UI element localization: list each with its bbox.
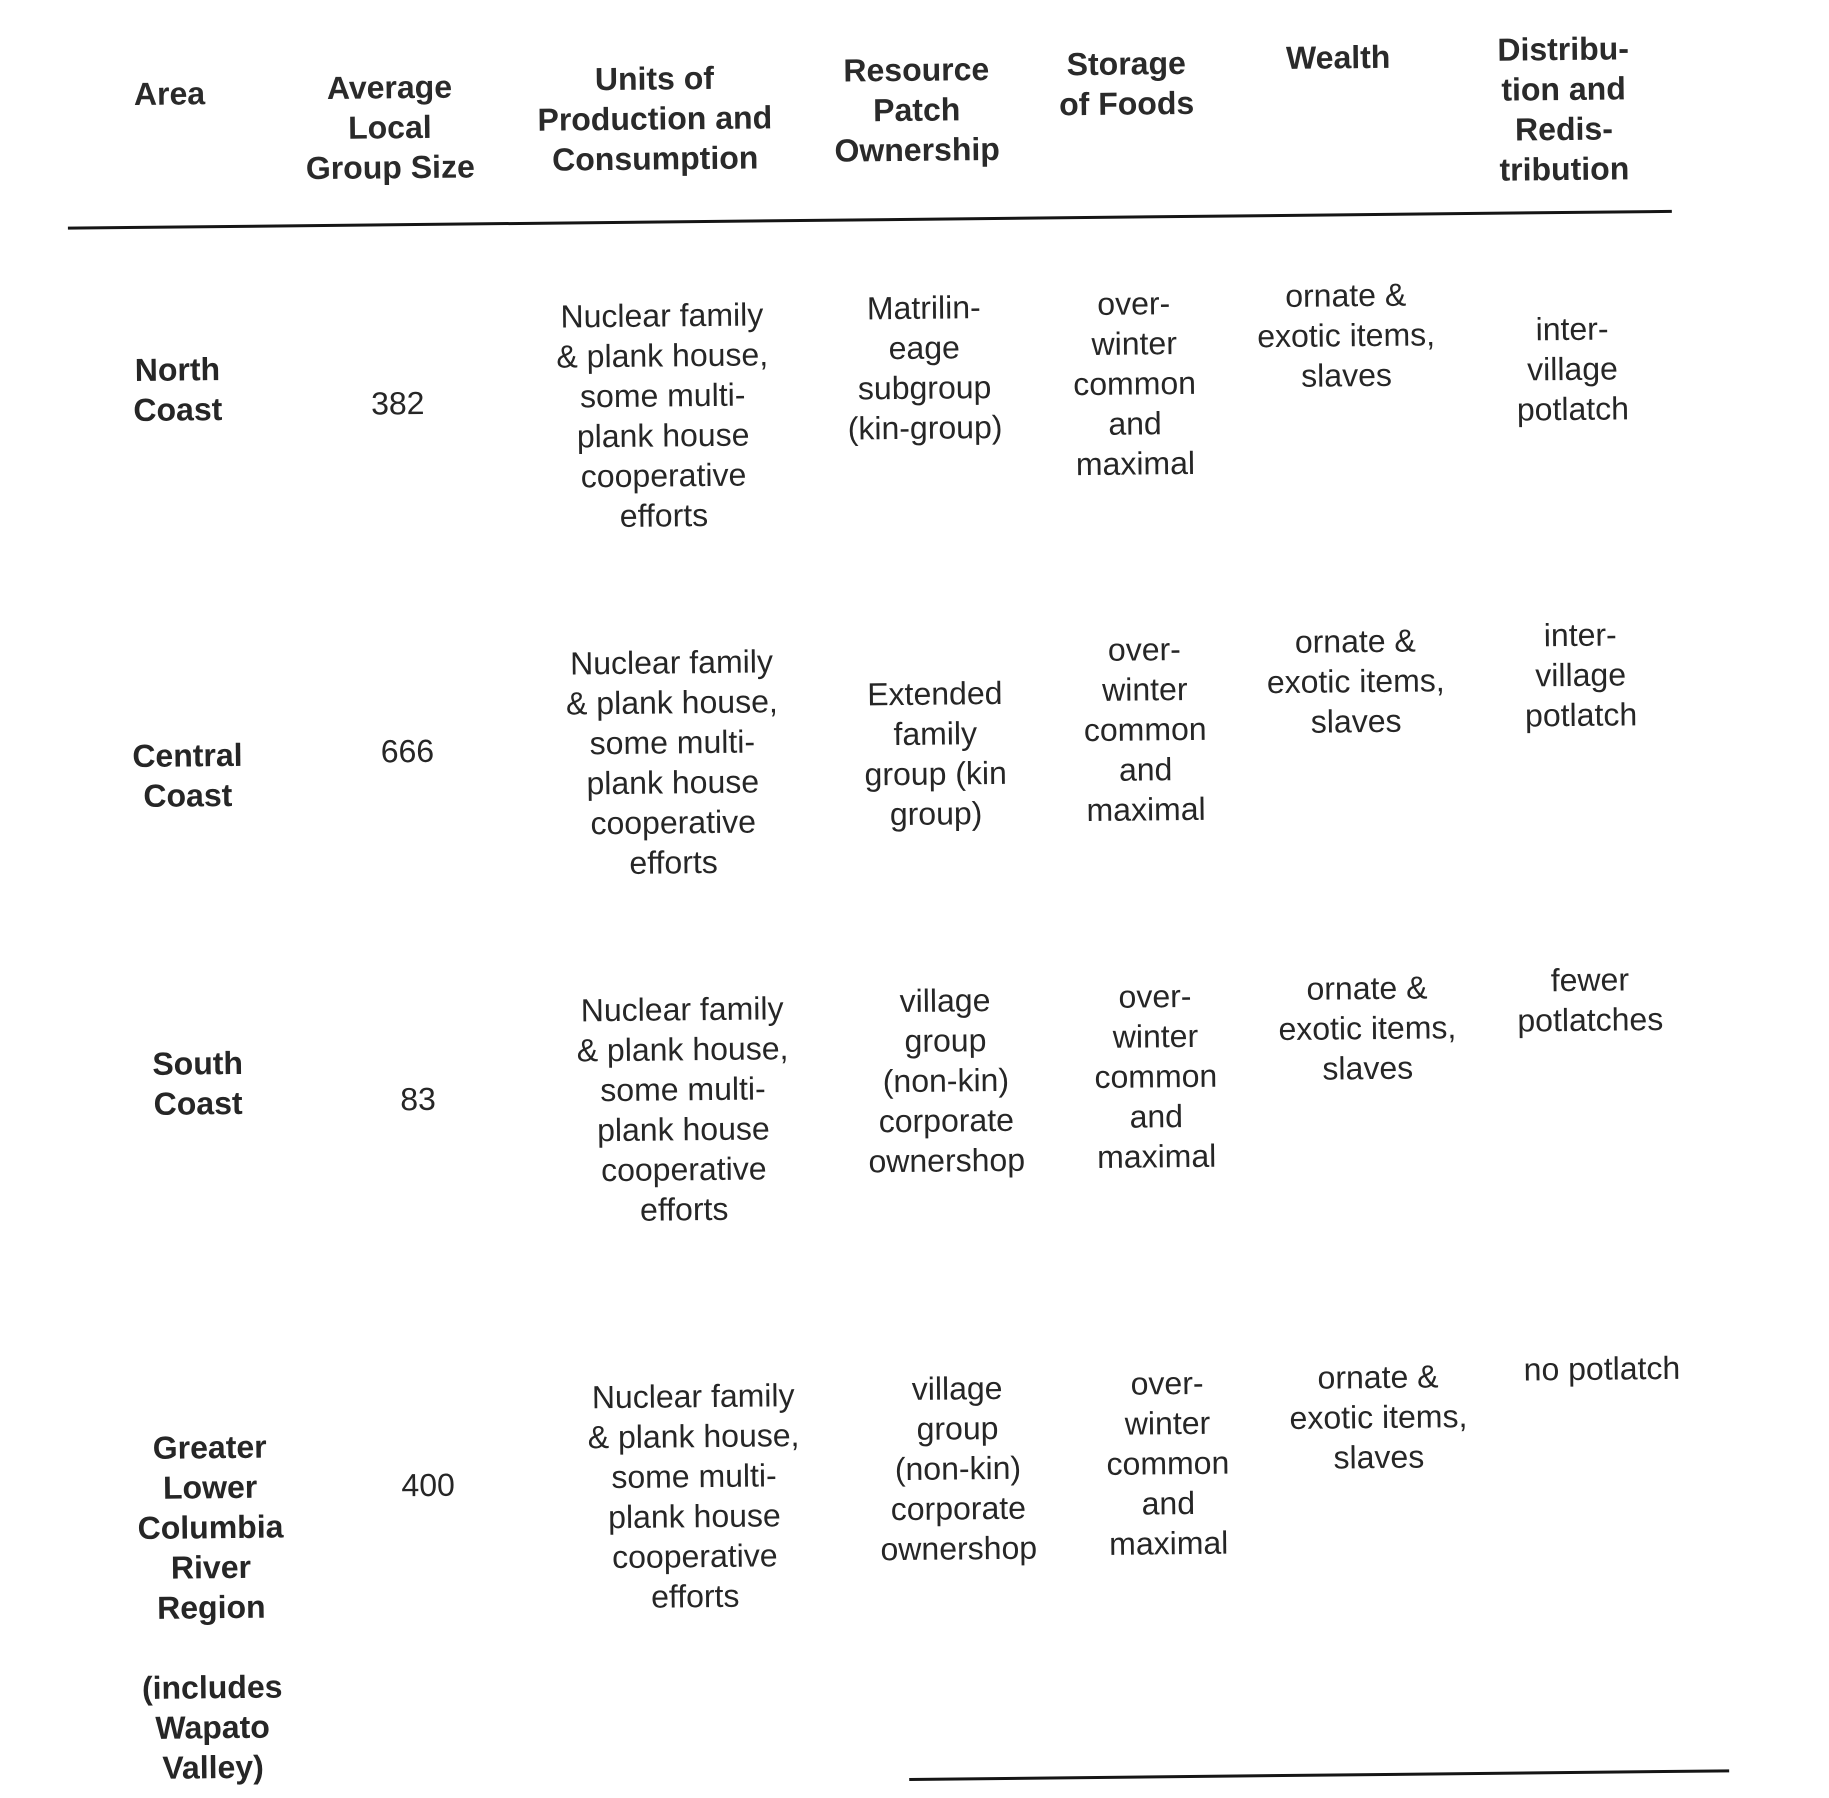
row-south-coast-group-size: 83	[400, 1080, 437, 1118]
row-north-coast-area: North Coast	[133, 351, 223, 429]
row-lower-columbia-area: Greater Lower Columbia River Region (includes Wapato Valley)	[137, 1428, 284, 1786]
row-central-coast-group-size: 666	[380, 732, 435, 770]
row-south-coast-storage: over- winter common and maximal	[1094, 977, 1218, 1175]
header-ownership: Resource Patch Ownership	[834, 51, 1001, 169]
header-group-size: Average Local Group Size	[305, 68, 475, 187]
row-lower-columbia-distribution: no potlatch	[1523, 1349, 1681, 1388]
row-central-coast-storage: over- winter common and maximal	[1083, 631, 1207, 829]
row-south-coast-wealth: ornate & exotic items, slaves	[1278, 969, 1457, 1087]
row-north-coast-storage: over- winter common and maximal	[1073, 285, 1197, 483]
row-north-coast-ownership: Matrilin- eage subgroup (kin-group)	[847, 289, 1003, 447]
header-distribution: Distribu- tion and Redis- tribution	[1497, 30, 1630, 188]
row-central-coast-area: Central Coast	[132, 736, 243, 814]
row-lower-columbia-storage: over- winter common and maximal	[1106, 1364, 1230, 1562]
header-area: Area	[133, 75, 206, 112]
row-central-coast-units: Nuclear family & plank house, some multi- plank house cooperative efforts	[565, 643, 778, 881]
row-south-coast-area: South Coast	[152, 1044, 244, 1122]
header-wealth: Wealth	[1285, 38, 1391, 76]
row-north-coast-wealth: ornate & exotic items, slaves	[1257, 276, 1436, 394]
header-units: Units of Production and Consumption	[537, 59, 773, 178]
row-lower-columbia-wealth: ornate & exotic items, slaves	[1289, 1358, 1468, 1476]
row-central-coast-wealth: ornate & exotic items, slaves	[1266, 622, 1445, 740]
row-central-coast-distribution: inter- village potlatch	[1524, 616, 1638, 734]
row-north-coast-distribution: inter- village potlatch	[1516, 310, 1630, 428]
row-south-coast-distribution: fewer potlatches	[1517, 961, 1664, 1039]
row-south-coast-units: Nuclear family & plank house, some multi- plank house cooperative efforts	[576, 990, 789, 1228]
row-lower-columbia-group-size: 400	[401, 1466, 455, 1504]
row-north-coast-group-size: 382	[370, 384, 425, 422]
bottom-rule	[909, 1769, 1729, 1781]
row-south-coast-ownership: village group (non-kin) corporate ownershop	[868, 982, 1026, 1180]
header-storage: Storage of Foods	[1058, 44, 1195, 123]
header-rule	[68, 210, 1672, 230]
row-north-coast-units: Nuclear family & plank house, some multi- plank house cooperative efforts	[556, 296, 769, 534]
row-lower-columbia-ownership: village group (non-kin) corporate ownershop	[880, 1369, 1038, 1568]
row-lower-columbia-units: Nuclear family & plank house, some multi- plank house cooperative efforts	[587, 1377, 800, 1615]
row-central-coast-ownership: Extended family group (kin group)	[864, 674, 1008, 833]
